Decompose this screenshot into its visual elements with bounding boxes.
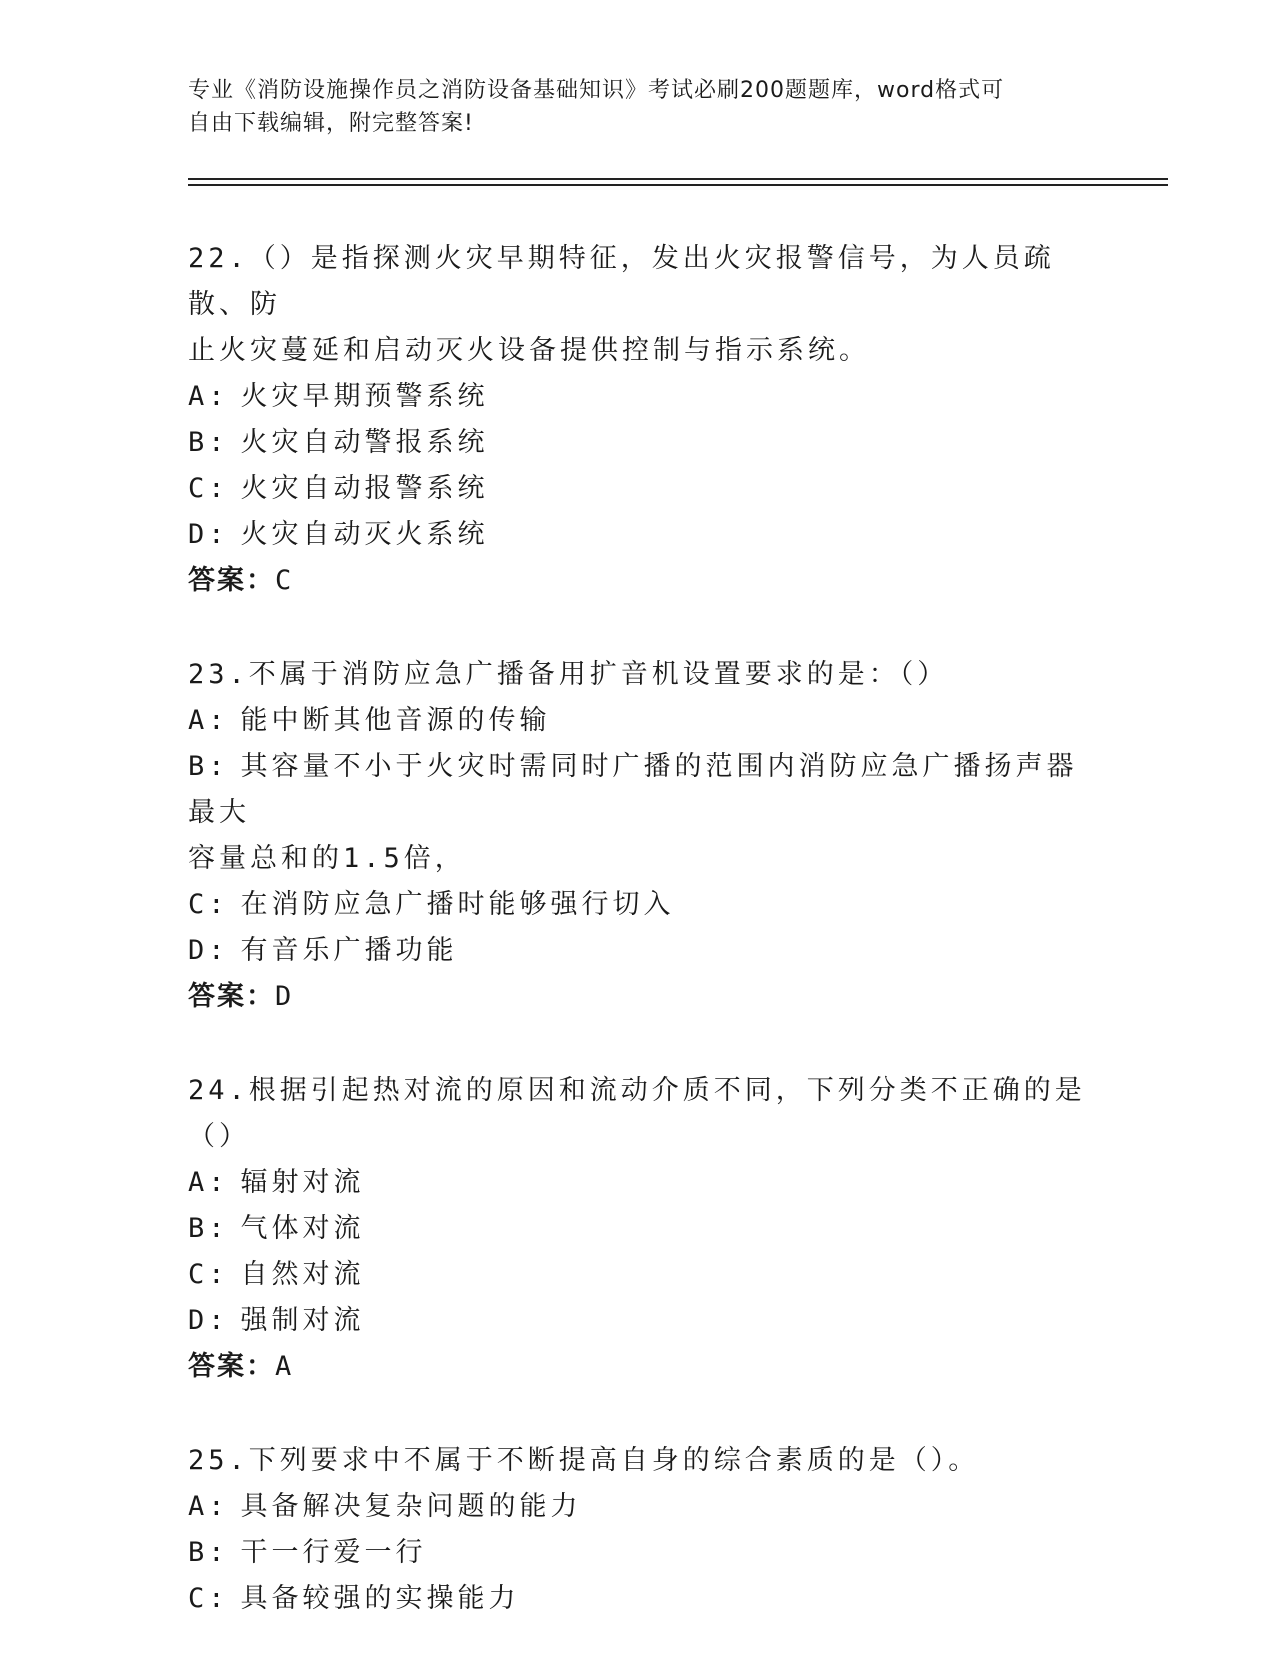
answer-option bbox=[188, 374, 1088, 420]
question-block bbox=[188, 1438, 1088, 1622]
option-key: B: bbox=[188, 1213, 229, 1244]
option-text: 具备较强的实操能力 bbox=[240, 1583, 520, 1614]
option-key: D: bbox=[188, 1305, 229, 1336]
answer-value: C bbox=[275, 565, 294, 596]
question-stem: 25.下列要求中不属于不断提高自身的综合素质的是（）。 bbox=[188, 1445, 980, 1476]
question-stem: 23.不属于消防应急广播备用扩音机设置要求的是：（） bbox=[188, 659, 949, 690]
option-key: A: bbox=[188, 1491, 229, 1522]
answer-option bbox=[188, 698, 1088, 744]
answer-label: 答案： bbox=[188, 1351, 275, 1382]
option-text: 能中断其他音源的传输 bbox=[240, 705, 551, 736]
question-block bbox=[188, 236, 1088, 604]
answer-option bbox=[188, 882, 1088, 928]
option-text: 火灾自动报警系统 bbox=[240, 473, 489, 504]
option-key: A: bbox=[188, 381, 229, 412]
answer-label: 答案： bbox=[188, 981, 275, 1012]
option-text: 火灾自动灭火系统 bbox=[240, 519, 489, 550]
question-stem: 止火灾蔓延和启动灭火设备提供控制与指示系统。 bbox=[188, 335, 870, 366]
answer-value: D bbox=[275, 981, 294, 1012]
option-key: C: bbox=[188, 473, 229, 504]
option-text: 火灾早期预警系统 bbox=[240, 381, 489, 412]
option-text: 容量总和的1.5倍， bbox=[188, 843, 466, 874]
option-key: B: bbox=[188, 751, 229, 782]
answer-option bbox=[188, 466, 1088, 512]
answer-option bbox=[188, 928, 1088, 974]
answer-line bbox=[188, 558, 1088, 604]
answer-option bbox=[188, 1206, 1088, 1252]
answer-line bbox=[188, 974, 1088, 1020]
header-divider-bottom bbox=[188, 184, 1168, 186]
option-text: 自然对流 bbox=[240, 1259, 365, 1290]
option-text: 在消防应急广播时能够强行切入 bbox=[240, 889, 675, 920]
header-divider-top bbox=[188, 178, 1168, 180]
document-header bbox=[188, 74, 1088, 140]
question-block bbox=[188, 1068, 1088, 1390]
answer-option bbox=[188, 1576, 1088, 1622]
option-text: 具备解决复杂问题的能力 bbox=[240, 1491, 582, 1522]
question-stem: 22.（）是指探测火灾早期特征，发出火灾报警信号，为人员疏散、防 bbox=[188, 243, 1055, 320]
option-key: C: bbox=[188, 1583, 229, 1614]
option-text: 辐射对流 bbox=[240, 1167, 365, 1198]
question-block bbox=[188, 652, 1088, 1020]
option-key: A: bbox=[188, 705, 229, 736]
option-text: 火灾自动警报系统 bbox=[240, 427, 489, 458]
option-text: 气体对流 bbox=[240, 1213, 365, 1244]
question-stem: 24.根据引起热对流的原因和流动介质不同，下列分类不正确的是（） bbox=[188, 1075, 1086, 1152]
option-text: 干一行爱一行 bbox=[240, 1537, 427, 1568]
answer-option bbox=[188, 512, 1088, 558]
option-key: D: bbox=[188, 935, 229, 966]
header-line-2: 自由下载编辑，附完整答案! bbox=[188, 111, 474, 136]
header-line-1: 专业《消防设施操作员之消防设备基础知识》考试必刷200题题库，word格式可 bbox=[188, 78, 1005, 103]
option-key: C: bbox=[188, 889, 229, 920]
option-text: 有音乐广播功能 bbox=[240, 935, 458, 966]
option-text: 其容量不小于火灾时需同时广播的范围内消防应急广播扬声器最大 bbox=[188, 751, 1078, 828]
option-key: D: bbox=[188, 519, 229, 550]
answer-line bbox=[188, 1344, 1088, 1390]
answer-option bbox=[188, 1160, 1088, 1206]
answer-label: 答案： bbox=[188, 565, 275, 596]
answer-option bbox=[188, 744, 1088, 836]
option-text: 强制对流 bbox=[240, 1305, 365, 1336]
option-key: B: bbox=[188, 1537, 229, 1568]
answer-option bbox=[188, 1298, 1088, 1344]
answer-option bbox=[188, 1252, 1088, 1298]
option-key: A: bbox=[188, 1167, 229, 1198]
answer-option bbox=[188, 836, 1088, 882]
answer-value: A bbox=[275, 1351, 294, 1382]
question-list bbox=[188, 236, 1088, 1670]
option-key: B: bbox=[188, 427, 229, 458]
answer-option bbox=[188, 420, 1088, 466]
answer-option bbox=[188, 1530, 1088, 1576]
answer-option bbox=[188, 1484, 1088, 1530]
option-key: C: bbox=[188, 1259, 229, 1290]
